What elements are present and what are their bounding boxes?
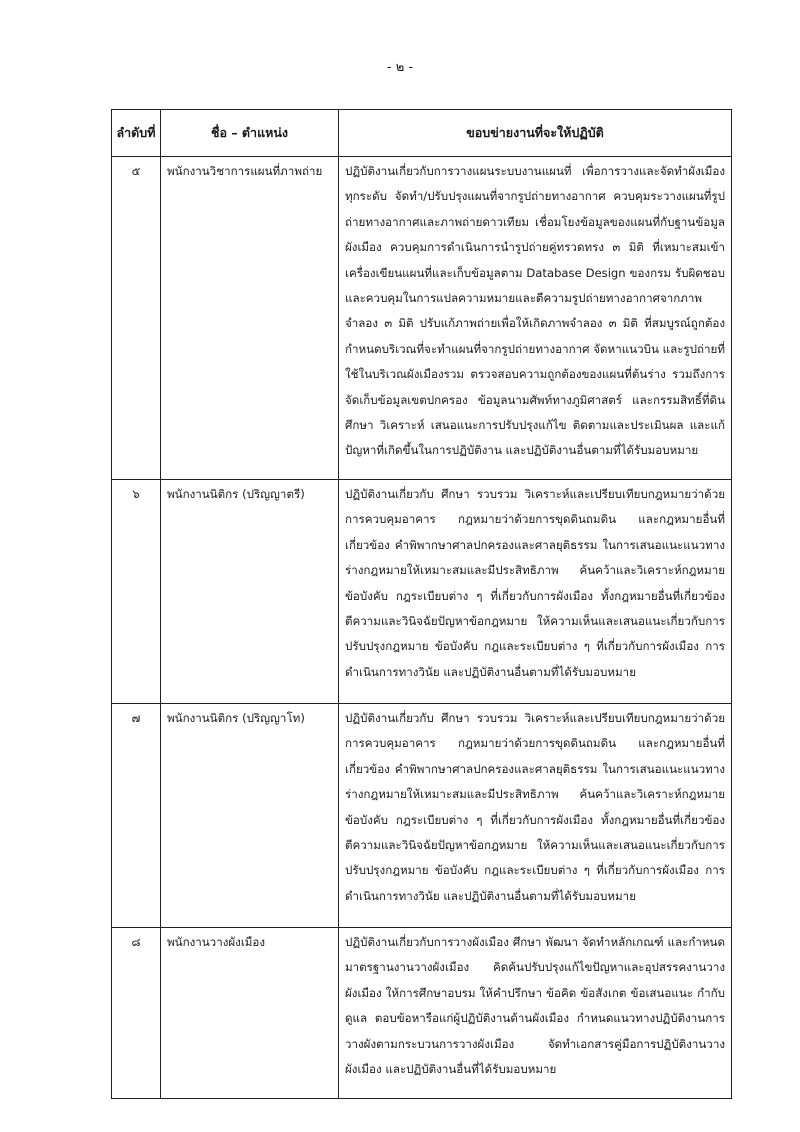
- header-duties: ขอบข่ายงานที่จะให้ปฏิบัติ: [339, 110, 732, 157]
- row-number: ๘: [112, 928, 161, 1099]
- row-position: พนักงานนิติกร (ปริญญาโท): [161, 704, 339, 928]
- row-duties: ปฏิบัติงานเกี่ยวกับ ศึกษา รวบรวม วิเคราะห์และเปรียบเทียบกฎหมายว่าด้วยการควบคุมอาคาร กฎหมายว่าด้วยการขุดดินถมดิน และกฎหมายอื่นที่เกี่ยวข้อง คำพิพากษาศาลปกครองและศาลยุติธรรม ในการเสนอแนะแนวทางร่างกฎหมายให้เหมาะสมและมีประสิทธิภาพ ค้นคว้าและวิเคราะห์กฎหมาย ข้อบังคับ กฎระเบียบต่าง ๆ ที่เกี่ยวกับการผังเมือง ทั้งกฎหมายอื่นที่เกี่ยวข้อง ตีความและวินิจฉัยปัญหาข้อกฎหมาย ให้ความเห็นและเสนอแนะเกี่ยวกับการปรับปรุงกฎหมาย ข้อบังคับ กฎและระเบียบต่าง ๆ ที่เกี่ยวกับการผังเมือง การดำเนินการทางวินัย และปฏิบัติงานอื่นตามที่ได้รับมอบหมาย: [339, 704, 732, 928]
- header-name-position: ชื่อ – ตำแหน่ง: [161, 110, 339, 157]
- table-row: [112, 928, 732, 1099]
- page-number: - ๒ -: [386, 60, 414, 75]
- row-number: ๗: [112, 704, 161, 928]
- row-number: ๕: [112, 157, 161, 480]
- row-position: พนักงานวิชาการแผนที่ภาพถ่าย: [161, 157, 339, 480]
- table-row: [112, 480, 732, 704]
- duty-table: [111, 109, 732, 1099]
- table-row: [112, 157, 732, 480]
- row-duties: ปฏิบัติงานเกี่ยวกับการวางผังเมือง ศึกษา พัฒนา จัดทำหลักเกณฑ์ และกำหนดมาตรฐานงานวางผังเมือง คิดค้นปรับปรุงแก้ไขปัญหาและอุปสรรคงานวางผังเมือง ให้การศึกษาอบรม ให้คำปรึกษา ข้อคิด ข้อสังเกต ข้อเสนอแนะ กำกับดูแล ตอบข้อหารือแก่ผู้ปฏิบัติงานด้านผังเมือง กำหนดแนวทางปฏิบัติงานการวางผังตามกระบวนการวางผังเมือง จัดทำเอกสารคู่มือการปฏิบัติงานวางผังเมือง และปฏิบัติงานอื่นที่ได้รับมอบหมาย: [339, 928, 732, 1099]
- row-duties: ปฏิบัติงานเกี่ยวกับ ศึกษา รวบรวม วิเคราะห์และเปรียบเทียบกฎหมายว่าด้วยการควบคุมอาคาร กฎหมายว่าด้วยการขุดดินถมดิน และกฎหมายอื่นที่เกี่ยวข้อง คำพิพากษาศาลปกครองและศาลยุติธรรม ในการเสนอแนะแนวทางร่างกฎหมายให้เหมาะสมและมีประสิทธิภาพ ค้นคว้าและวิเคราะห์กฎหมาย ข้อบังคับ กฎระเบียบต่าง ๆ ที่เกี่ยวกับการผังเมือง ทั้งกฎหมายอื่นที่เกี่ยวข้อง ตีความและวินิจฉัยปัญหาข้อกฎหมาย ให้ความเห็นและเสนอแนะเกี่ยวกับการปรับปรุงกฎหมาย ข้อบังคับ กฎและระเบียบต่าง ๆ ที่เกี่ยวกับการผังเมือง การดำเนินการทางวินัย และปฏิบัติงานอื่นตามที่ได้รับมอบหมาย: [339, 480, 732, 704]
- row-position: พนักงานวางผังเมือง: [161, 928, 339, 1099]
- header-no: ลำดับที่: [112, 110, 161, 157]
- table-header-row: [112, 110, 732, 157]
- row-position: พนักงานนิติกร (ปริญญาตรี): [161, 480, 339, 704]
- table-row: [112, 704, 732, 928]
- row-number: ๖: [112, 480, 161, 704]
- row-duties: ปฏิบัติงานเกี่ยวกับการวางแผนระบบงานแผนที่ เพื่อการวางและจัดทำผังเมืองทุกระดับ จัดทำ/ปรับปรุงแผนที่จากรูปถ่ายทางอากาศ ควบคุมระวางแผนที่รูปถ่ายทางอากาศและภาพถ่ายดาวเทียม เชื่อมโยงข้อมูลของแผนที่กับฐานข้อมูลผังเมือง ควบคุมการดำเนินการนำรูปถ่ายคู่ทรวดทรง ๓ มิติ ที่เหมาะสมเข้าเครื่องเขียนแผนที่และเก็บข้อมูลตาม Database Design ของกรม รับผิดชอบและควบคุมในการแปลความหมายและตีความรูปถ่ายทางอากาศจากภาพจำลอง ๓ มิติ ปรับแก้ภาพถ่ายเพื่อให้เกิดภาพจำลอง ๓ มิติ ที่สมบูรณ์ถูกต้อง กำหนดบริเวณที่จะทำแผนที่จากรูปถ่ายทางอากาศ จัดหาแนวบิน และรูปถ่ายที่ใช้ในบริเวณผังเมืองรวม ตรวจสอบความถูกต้องของแผนที่ต้นร่าง รวมถึงการจัดเก็บข้อมูลเขตปกครอง ข้อมูลนามศัพท์ทางภูมิศาสตร์ และกรรมสิทธิ์ที่ดิน ศึกษา วิเคราะห์ เสนอแนะการปรับปรุงแก้ไข ติดตามและประเมินผล และแก้ปัญหาที่เกิดขึ้นในการปฏิบัติงาน และปฏิบัติงานอื่นตามที่ได้รับมอบหมาย: [339, 157, 732, 480]
